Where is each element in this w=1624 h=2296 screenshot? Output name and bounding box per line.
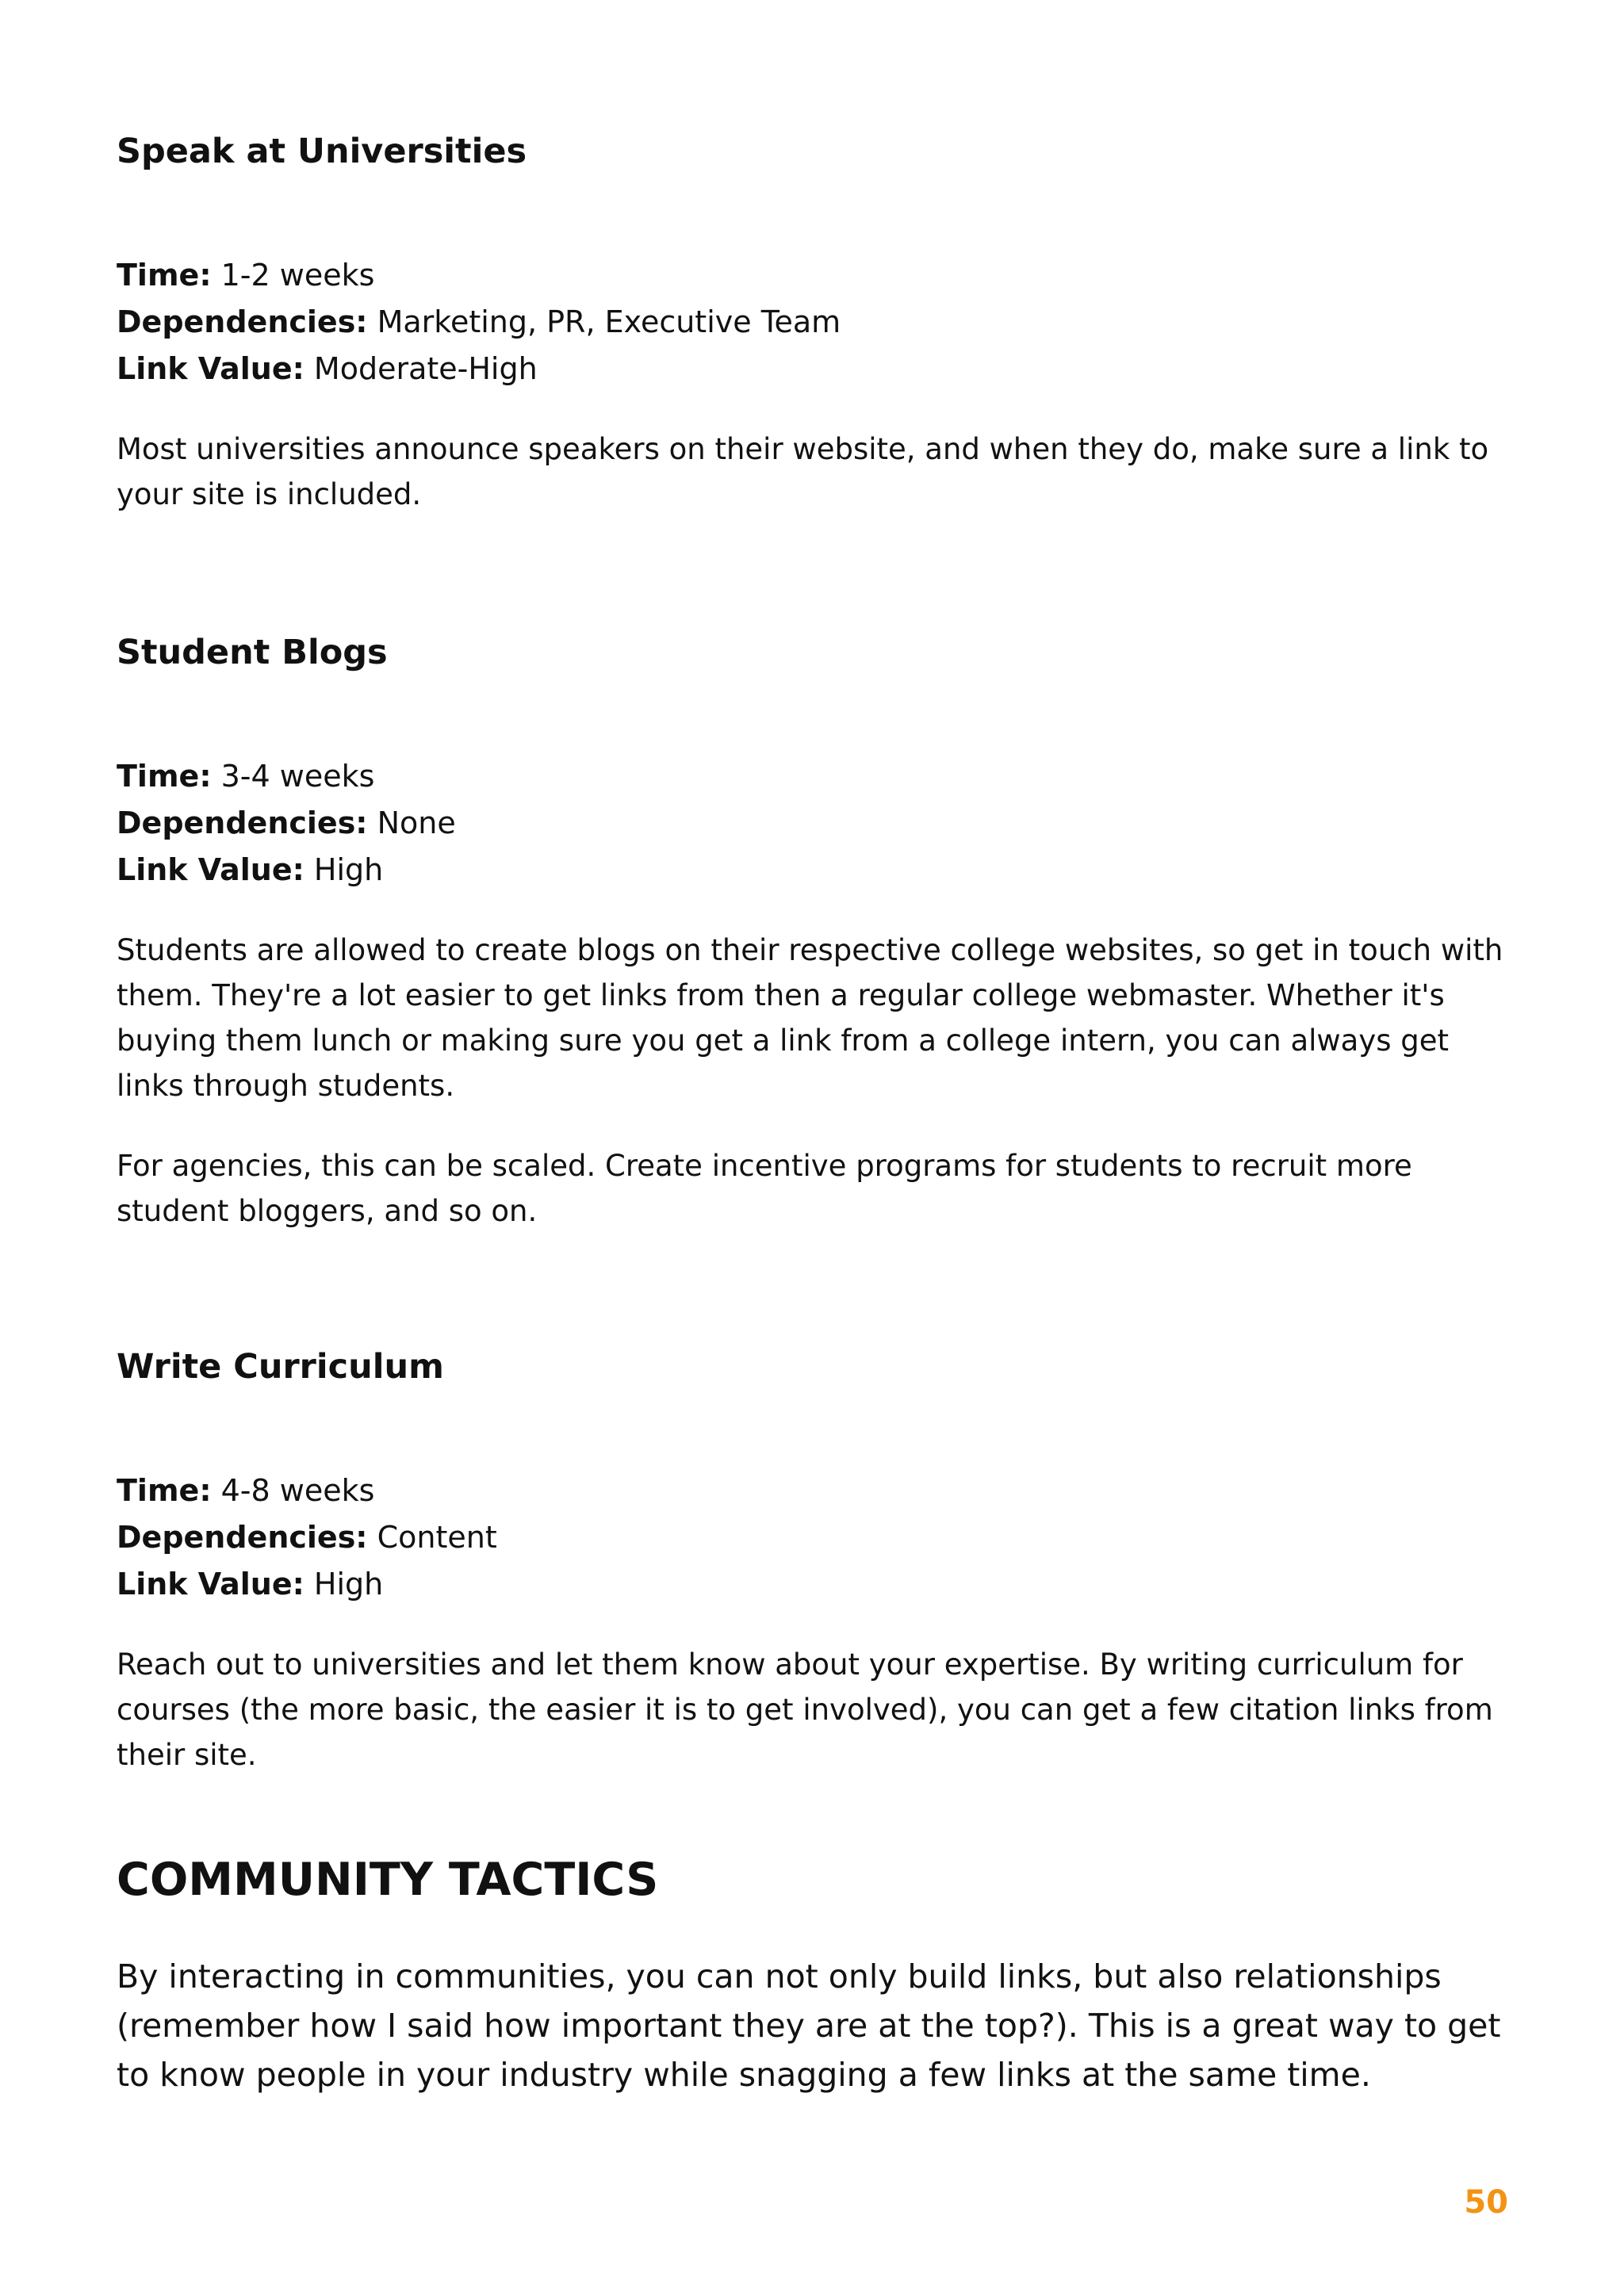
page-number: 50 bbox=[1464, 2184, 1508, 2221]
section-meta-write-curriculum bbox=[117, 1468, 1512, 1608]
section-meta-student-blogs bbox=[117, 753, 1512, 894]
section-meta-speak-at-universities bbox=[117, 252, 1512, 392]
link-value-value: High bbox=[304, 1567, 384, 1601]
section-paragraph: For agencies, this can be scaled. Create incentive programs for students to recruit more student bloggers, and so on. bbox=[117, 1149, 1412, 1228]
time-label: Time: bbox=[117, 258, 212, 293]
time-value: 3-4 weeks bbox=[211, 759, 375, 794]
link-value-line bbox=[117, 346, 1512, 392]
dependencies-value: None bbox=[367, 806, 456, 840]
link-value-label: Link Value: bbox=[117, 351, 304, 386]
community-tactics-paragraph: By interacting in communities, you can not only build links, but also relationships (remember how I said how important they are at the top?). This is a great way to get to know people in your industry while snagging a few links at the same time. bbox=[117, 1957, 1501, 2094]
link-value-value: Moderate-High bbox=[304, 351, 538, 386]
time-line bbox=[117, 753, 1512, 800]
time-value: 1-2 weeks bbox=[211, 258, 375, 293]
dependencies-line bbox=[117, 800, 1512, 847]
time-value: 4-8 weeks bbox=[211, 1473, 375, 1508]
section-title-speak-at-universities: Speak at Universities bbox=[117, 132, 527, 171]
dependencies-label: Dependencies: bbox=[117, 806, 368, 840]
section-title-write-curriculum: Write Curriculum bbox=[117, 1347, 444, 1387]
section-title-student-blogs: Student Blogs bbox=[117, 633, 388, 672]
dependencies-label: Dependencies: bbox=[117, 1520, 368, 1555]
dependencies-value: Marketing, PR, Executive Team bbox=[367, 304, 841, 339]
link-value-value: High bbox=[304, 852, 384, 887]
dependencies-label: Dependencies: bbox=[117, 304, 368, 339]
section-paragraph: Reach out to universities and let them know about your expertise. By writing curriculum for courses (the more basic, the easier it is to get involved), you can get a few citation links from their site. bbox=[117, 1647, 1493, 1772]
time-line bbox=[117, 1468, 1512, 1514]
link-value-label: Link Value: bbox=[117, 1567, 304, 1601]
section-paragraph: Students are allowed to create blogs on their respective college websites, so get in touch with them. They're a lot easier to get links from then a regular college webmaster. Whether it's buying them lunch or making sure you get a link from a college intern, you can always get links through students. bbox=[117, 933, 1503, 1103]
link-value-line bbox=[117, 847, 1512, 894]
time-label: Time: bbox=[117, 1473, 212, 1508]
time-line bbox=[117, 252, 1512, 299]
dependencies-line bbox=[117, 299, 1512, 346]
link-value-label: Link Value: bbox=[117, 852, 304, 887]
community-tactics-heading: COMMUNITY TACTICS bbox=[117, 1854, 659, 1906]
link-value-line bbox=[117, 1561, 1512, 1608]
dependencies-value: Content bbox=[367, 1520, 497, 1555]
section-paragraph: Most universities announce speakers on their website, and when they do, make sure a link to your site is included. bbox=[117, 432, 1489, 511]
dependencies-line bbox=[117, 1514, 1512, 1561]
time-label: Time: bbox=[117, 759, 212, 794]
